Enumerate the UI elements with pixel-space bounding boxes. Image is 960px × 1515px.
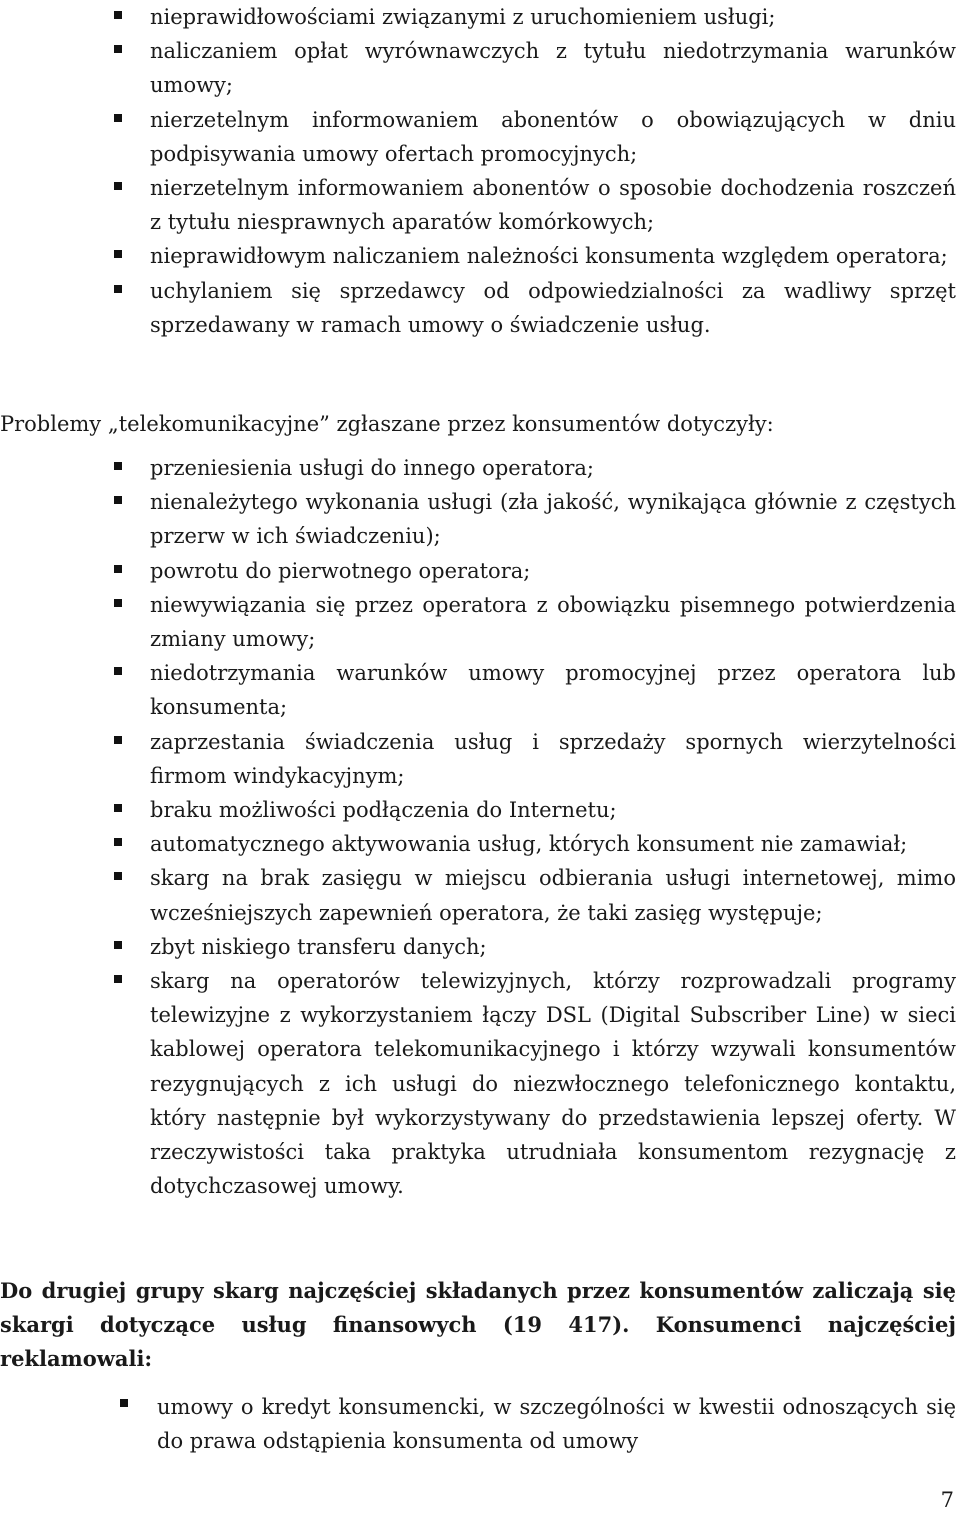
square-bullet-icon: [114, 11, 122, 19]
list-item-text: nieprawidłowym naliczaniem należności konsumenta względem operatora;: [150, 244, 948, 269]
list-item: [150, 554, 956, 588]
square-bullet-icon: [114, 736, 122, 744]
square-bullet-icon: [114, 182, 122, 190]
list-item: [150, 34, 956, 102]
financial-services-paragraph: Do drugiej grupy skarg najczęściej składanych przez konsumentów zaliczają się skargi dotyczące usług finansowych (19 417). Konsumenci najczęściej reklamowali:: [0, 1278, 956, 1372]
list-item-text: zbyt niskiego transferu danych;: [150, 934, 487, 959]
square-bullet-icon: [114, 496, 122, 504]
list-item: [157, 1390, 956, 1458]
square-bullet-icon: [114, 250, 122, 258]
square-bullet-icon: [114, 941, 122, 949]
list-item: [150, 656, 956, 724]
list-item-text: umowy o kredyt konsumencki, w szczególności w kwestii odnoszących się do prawa odstąpienia konsumenta od umowy: [157, 1395, 956, 1454]
list-item-text: przeniesienia usługi do innego operatora;: [150, 456, 594, 480]
list-item: [150, 0, 956, 34]
square-bullet-icon: [114, 45, 122, 53]
list-item-text: naliczaniem opłat wyrównawczych z tytułu niedotrzymania warunków umowy;: [150, 39, 956, 98]
list-item: [150, 451, 956, 485]
square-bullet-icon: [114, 599, 122, 607]
square-bullet-icon: [114, 667, 122, 675]
square-bullet-icon: [114, 804, 122, 812]
list-item: [150, 239, 956, 273]
list-item-text: nierzetelnym informowaniem abonentów o sposobie dochodzenia roszczeń z tytułu niesprawnych aparatów komórkowych;: [150, 176, 956, 235]
telecom-complaints-list: [150, 451, 956, 1203]
list-item-text: skarg na brak zasięgu w miejscu odbierania usługi internetowej, mimo wcześniejszych zapewnień operatora, że taki zasięg występuje;: [150, 866, 956, 925]
list-item: [150, 103, 956, 171]
page-number: 7: [940, 1488, 954, 1512]
square-bullet-icon: [114, 872, 122, 880]
list-item: [150, 964, 956, 1203]
list-item-text: powrotu do pierwotnego operatora;: [150, 558, 531, 583]
list-item: [150, 930, 956, 964]
square-bullet-icon: [114, 285, 122, 293]
list-item-text: niewywiązania się przez operatora z obowiązku pisemnego potwierdzenia zmiany umowy;: [150, 592, 956, 652]
list-item-text: nienależytego wykonania usługi (zła jakość, wynikająca głównie z częstych przerw w ich świadczeniu);: [150, 490, 956, 549]
square-bullet-icon: [114, 565, 122, 573]
square-bullet-icon: [114, 975, 122, 983]
list-item-text: braku możliwości podłączenia do Internetu;: [150, 798, 617, 823]
list-item-text: niedotrzymania warunków umowy promocyjnej przez operatora lub konsumenta;: [150, 661, 956, 720]
list-item-text: nieprawidłowościami związanymi z uruchomieniem usługi;: [150, 5, 776, 29]
list-item-text: uchylaniem się sprzedawcy od odpowiedzialności za wadliwy sprzęt sprzedawany w ramach umowy o świadczenie usług.: [150, 278, 956, 337]
square-bullet-icon: [120, 1399, 128, 1407]
list-item: [150, 274, 956, 342]
list-item: [150, 861, 956, 929]
telecom-intro-paragraph: Problemy „telekomunikacyjne” zgłaszane przez konsumentów dotyczyły:: [0, 412, 774, 436]
financial-complaints-list: [157, 1390, 956, 1458]
list-item-text: nierzetelnym informowaniem abonentów o obowiązujących w dniu podpisywania umowy ofertach promocyjnych;: [150, 107, 956, 166]
list-item-text: zaprzestania świadczenia usług i sprzedaży spornych wierzytelności firmom windykacyjnym;: [150, 729, 956, 788]
list-item: [150, 725, 956, 793]
complaint-list-continuation: [150, 0, 956, 342]
list-item-text: skarg na operatorów telewizyjnych, którzy rozprowadzali programy telewizyjne z wykorzystaniem łączy DSL (Digital Subscriber Line) w sieci kablowej operatora telekomunikacyjnego i którzy wzywali konsumentów rezygnujących z ich usługi do niezwłocznego telefonicznego kontaktu, który następnie był wykorzystywany do przedstawienia lepszej oferty. W rzeczywistości taka praktyka utrudniała konsumentom rezygnację z dotychczasowej umowy.: [150, 969, 956, 1199]
list-item: [150, 171, 956, 239]
list-item: [150, 793, 956, 827]
square-bullet-icon: [114, 838, 122, 846]
list-item: [150, 588, 956, 656]
list-item-text: automatycznego aktywowania usług, których konsument nie zamawiał;: [150, 832, 908, 857]
square-bullet-icon: [114, 462, 122, 470]
list-item: [150, 485, 956, 553]
list-item: [150, 827, 956, 861]
square-bullet-icon: [114, 114, 122, 122]
